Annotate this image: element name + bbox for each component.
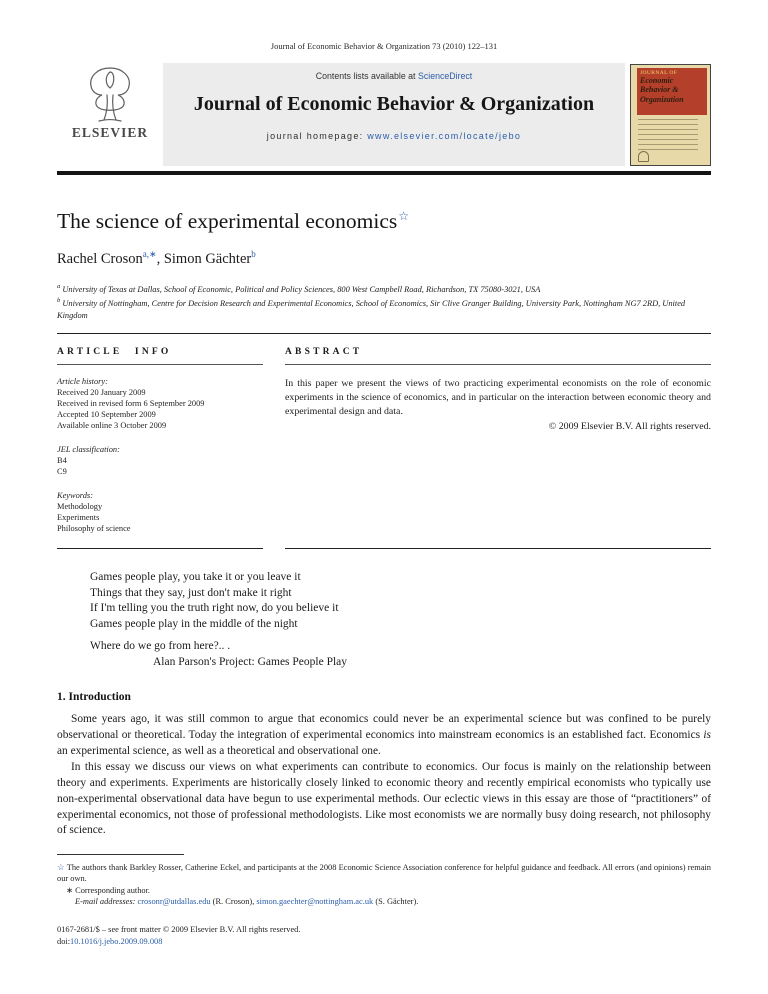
- elsevier-wordmark: ELSEVIER: [71, 125, 149, 140]
- header-divider-bar: [57, 171, 711, 175]
- cover-journal-of: JOURNAL OF: [640, 69, 678, 76]
- affiliation-b: [57, 295, 711, 321]
- footnote-divider: [57, 854, 184, 855]
- cover-box: [625, 63, 711, 166]
- elsevier-tree-icon: [81, 64, 139, 124]
- email-croson-suffix: (R. Croson),: [210, 897, 257, 907]
- email-gaechter-suffix: (S. Gächter).: [373, 897, 419, 907]
- homepage-url-link[interactable]: www.elsevier.com/locate/jebo: [367, 131, 522, 141]
- history-entry: Received in revised form 6 September 2009: [57, 399, 205, 409]
- epigraph-line: If I'm telling you the truth right now, do you believe it: [90, 602, 339, 615]
- section-heading-introduction: 1. Introduction: [57, 691, 131, 704]
- jel-entry: C9: [57, 467, 67, 477]
- journal-masthead: [57, 63, 711, 166]
- journal-cover-thumbnail: [630, 64, 711, 166]
- sciencedirect-link[interactable]: ScienceDirect: [417, 71, 473, 81]
- doi-link[interactable]: 10.1016/j.jebo.2009.09.008: [70, 936, 163, 946]
- epigraph-line: Games people play, you take it or you leave it: [90, 571, 301, 584]
- contents-prefix: Contents lists available at: [315, 71, 416, 81]
- article-history-label: Article history:: [57, 377, 108, 387]
- corresponding-author-text: Corresponding author.: [75, 886, 151, 896]
- author-2-sup[interactable]: b: [251, 249, 256, 260]
- email-addresses-label: E-mail addresses:: [75, 897, 136, 907]
- epigraph-line: Games people play in the middle of the night: [90, 617, 298, 630]
- emphasis-is: is: [703, 728, 711, 741]
- history-entry: Accepted 10 September 2009: [57, 410, 156, 420]
- cover-title-line: Behavior &: [640, 85, 679, 94]
- footnote-thanks: [57, 862, 711, 884]
- cover-red-panel: [637, 68, 707, 115]
- paragraph-text: an experimental science, as well as a theoretical and observational one.: [57, 744, 381, 757]
- article-history-block: [57, 376, 263, 431]
- jel-block: [57, 444, 263, 477]
- cover-contents-lines: [638, 119, 698, 151]
- abstract-heading: ABSTRACT: [285, 347, 711, 365]
- history-entry: Received 20 January 2009: [57, 388, 146, 398]
- email-gaechter-link[interactable]: simon.gaechter@nottingham.ac.uk: [256, 897, 374, 907]
- abstract-text: In this paper we present the views of two practicing experimental economists on the role of economic experiments in the science of economics, and in particular on the interaction between economic theory and experimental design and data.: [285, 378, 711, 418]
- footnote-star-marker: ☆: [57, 863, 65, 873]
- doi-line: [57, 936, 711, 948]
- authors-line: [57, 249, 711, 268]
- article-info-heading: ARTICLE INFO: [57, 347, 263, 365]
- affiliation-a: [57, 281, 711, 295]
- footer: [57, 924, 711, 947]
- contents-line: [316, 71, 473, 81]
- footnote-thanks-text: The authors thank Barkley Rosser, Catherine Eckel, and participants at the 2008 Economic Science Association conference for helpful guidance and feedback. All errors (and opinions) remain our own.: [57, 863, 711, 884]
- author-separator: ,: [156, 250, 164, 267]
- keyword-item: Experiments: [57, 513, 100, 523]
- article-title-text: The science of experimental economics: [57, 209, 398, 234]
- article-title: [57, 209, 711, 234]
- intro-paragraph-2: In this essay we discuss our views on what experiments can contribute to economics. Our focus is mainly on the relationship between theory and experiments. Experiments are historically closely linked to economic theory and recently empirical economists who typically use non-experimental observational data have begun to use experimental methods. Our eclectic views in this essay are those of “practitioners” of experimental economics, not those of professional methodologists. Like most economists we are normally busy doing research, not philosophy of science.: [57, 760, 711, 837]
- article-info-abstract-section: [57, 333, 711, 549]
- elsevier-logo: [57, 63, 163, 166]
- affiliation-a-text: University of Texas at Dallas, School of Economic, Political and Policy Sciences, 800 West Campbell Road, Richardson, TX 75080-3021, USA: [62, 284, 541, 294]
- keywords-block: [57, 490, 263, 534]
- affiliations: [57, 281, 711, 321]
- keywords-label: Keywords:: [57, 491, 93, 501]
- cover-logo-mark: [638, 151, 649, 162]
- affiliation-b-sup: b: [57, 297, 61, 305]
- footnotes: [57, 862, 711, 907]
- masthead-journal-title: Journal of Economic Behavior & Organization: [193, 93, 595, 115]
- footnote-corresponding: [57, 885, 711, 896]
- author-1: Rachel Croson: [57, 250, 143, 267]
- abstract-column: [285, 347, 711, 549]
- journal-citation: Journal of Economic Behavior & Organization 73 (2010) 122–131: [270, 41, 498, 51]
- paragraph-text: Some years ago, it was still common to argue that economics could never be an experimental science but was confined to be purely observational or theoretical. Today the integration of experimental economics into mainstream economics is an established fact. Economics: [57, 713, 711, 741]
- history-entry: Available online 3 October 2009: [57, 421, 167, 431]
- cover-title-line: Economic: [640, 75, 674, 85]
- masthead-center: [163, 63, 625, 166]
- corresponding-author-marker: ∗: [66, 886, 74, 896]
- epigraph: [90, 570, 711, 670]
- cover-title-line: Organization: [640, 94, 684, 104]
- jel-entry: B4: [57, 456, 67, 466]
- doi-label: doi:: [57, 936, 71, 946]
- title-footnote-star[interactable]: ☆: [398, 209, 410, 223]
- article-info-column: [57, 347, 263, 549]
- affiliation-a-sup: a: [57, 282, 61, 290]
- jel-label: JEL classification:: [57, 445, 120, 455]
- epigraph-line: Things that they say, just don't make it right: [90, 586, 292, 599]
- affiliation-b-text: University of Nottingham, Centre for Decision Research and Experimental Economics, School of Economics, Sir Clive Granger Building, University Park, Nottingham NG7 2RD, United Kingdom: [57, 299, 686, 320]
- keyword-item: Philosophy of science: [57, 524, 131, 534]
- epigraph-attribution: Alan Parson's Project: Games People Play: [153, 655, 348, 668]
- email-croson-link[interactable]: crosonr@utdallas.edu: [137, 897, 211, 907]
- issn-copyright-line: 0167-2681/$ – see front matter © 2009 Elsevier B.V. All rights reserved.: [57, 925, 301, 935]
- homepage-label: journal homepage:: [266, 131, 364, 141]
- keyword-item: Methodology: [57, 502, 103, 512]
- abstract-copyright: © 2009 Elsevier B.V. All rights reserved.: [548, 421, 711, 433]
- footnote-emails: [57, 896, 711, 907]
- author-1-sup[interactable]: a,∗: [142, 249, 157, 260]
- author-2: Simon Gächter: [163, 250, 252, 267]
- homepage-line: [267, 131, 521, 141]
- intro-paragraph-1: [57, 712, 711, 760]
- epigraph-line: Where do we go from here?.. .: [90, 640, 231, 653]
